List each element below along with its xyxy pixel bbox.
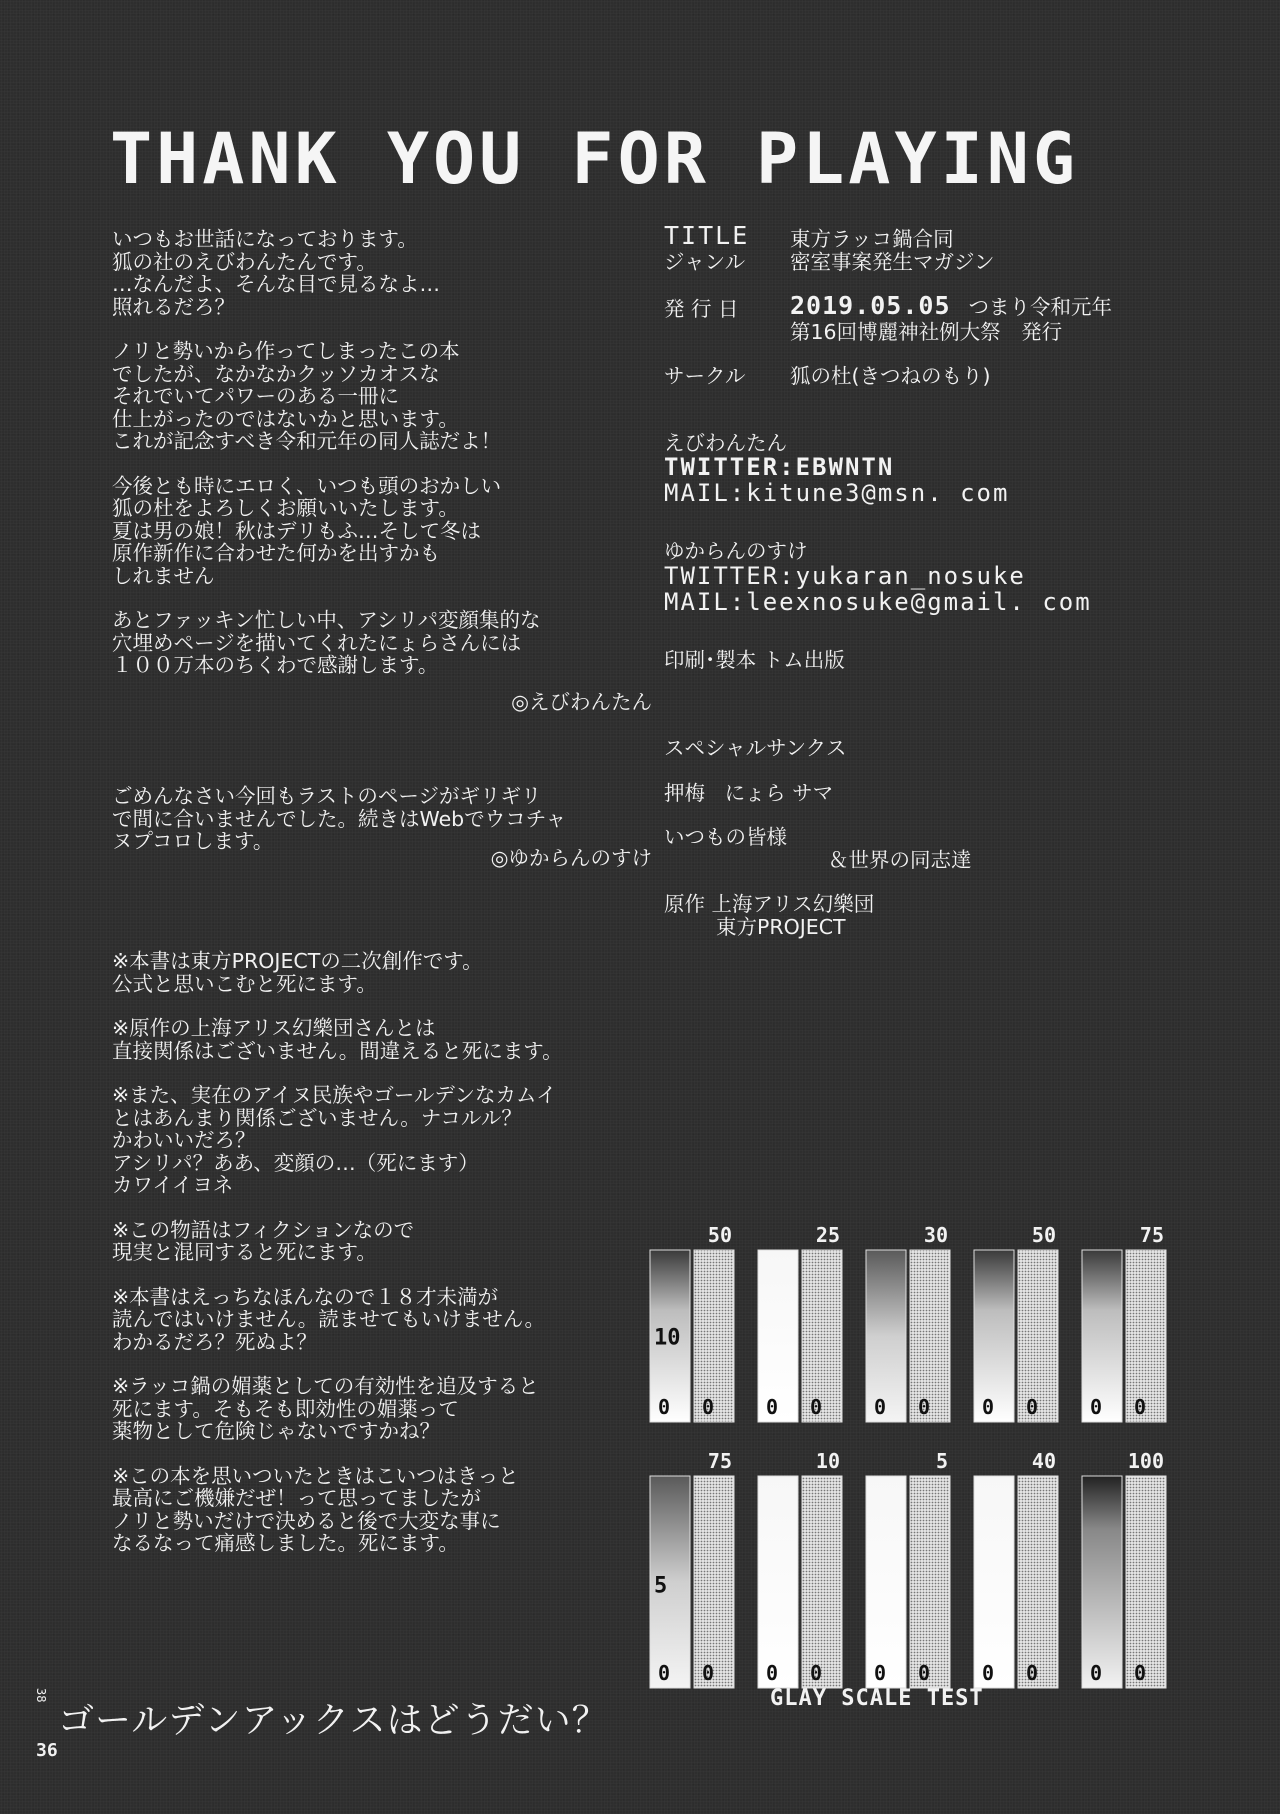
print-label: 印刷･製本: [664, 647, 757, 672]
swatch-zero-label: 0: [874, 1395, 887, 1419]
swatch-zero-label: 0: [766, 1395, 779, 1419]
afterword-paragraph-2: ごめんなさい今回もラストのページがギリギリ で間に合いませんでした。続きはWebでウコチャ ヌプコロします。: [112, 784, 567, 853]
afterword-paragraph: いつもお世話になっております。 狐の社のえびわんたんです。 …なんだよ、そんな目で見るなよ… 照れるだろ？: [112, 227, 440, 319]
print-row: [664, 649, 1224, 672]
swatch-zero-label: 0: [810, 1395, 823, 1419]
date-note: つまり令和元年: [968, 295, 1113, 319]
swatch-zero-label: 0: [1026, 1395, 1039, 1419]
author2-mail: MAIL:leexnosuke@gmail. com: [664, 587, 1092, 616]
colophon-event-row: [664, 321, 1224, 344]
swatch-top-label: 30: [923, 1223, 948, 1247]
swatch-right: [910, 1476, 950, 1688]
afterword-paragraph: 今後とも時にエロく、いつも頭のおかしい 狐の杜をよろしくお願いいたします。 夏は男の娘！秋はデリもふ…そして冬は 原作新作に合わせた何かを出すかも しれません: [112, 473, 502, 588]
thanks1-name: にょら サマ: [724, 780, 834, 805]
swatch-zero-label: 0: [918, 1395, 931, 1419]
swatch-zero-label: 0: [982, 1661, 995, 1685]
signature-yukaran: ◎ゆからんのすけ: [490, 845, 652, 870]
author2-contact: [664, 540, 1224, 615]
bottom-caption: ゴールデンアックスはどうだい？: [58, 1700, 609, 1741]
swatch-side-label: 10: [654, 1325, 681, 1351]
title-label: TITLE: [664, 221, 750, 250]
page-number: 36: [36, 1740, 58, 1761]
swatch-left: [974, 1476, 1014, 1688]
swatch-zero-label: 0: [658, 1395, 671, 1419]
swatch-right: [1018, 1476, 1058, 1688]
swatch-zero-label: 0: [810, 1661, 823, 1685]
colophon-date-row: [664, 291, 1224, 321]
swatch-left: [758, 1476, 798, 1688]
page-number-small: 38: [34, 1688, 48, 1703]
note-item: ※また、実在のアイヌ民族やゴールデンなカムイ とはあんまり関係ございません。ナコルル？ かわいいだろ？ アシリパ？ああ、変顔の…（死にます） カワイイヨネ: [112, 1083, 557, 1197]
title-value: 東方ラッコ鍋合同: [790, 227, 954, 251]
swatch-zero-label: 0: [874, 1661, 887, 1685]
author1-contact: [664, 432, 1224, 507]
date-value: 2019.05.05: [790, 291, 951, 320]
circle-value: 狐の杜(きつねのもり): [790, 364, 991, 388]
thanks-label: スペシャルサンクス: [664, 736, 847, 760]
colophon-genre-row: [664, 251, 1224, 274]
swatch-zero-label: 0: [1090, 1395, 1103, 1419]
swatch-zero-label: 0: [1134, 1395, 1147, 1419]
genre-value: 密室事案発生マガジン: [790, 249, 995, 274]
author1-mail: MAIL:kitune3@msn. com: [664, 479, 1010, 507]
colophon: [664, 221, 1224, 939]
original2: 東方PROJECT: [716, 914, 846, 939]
page-title: THANK YOU FOR PLAYING: [110, 118, 1080, 200]
swatch-zero-label: 0: [982, 1395, 995, 1419]
swatch-left: [866, 1476, 906, 1688]
original-label: 原作: [664, 892, 705, 916]
thanks-item: [664, 782, 1224, 805]
swatch-zero-label: 0: [918, 1661, 931, 1685]
swatch-top-label: 40: [1031, 1449, 1056, 1473]
note-item: ※原作の上海アリス幻樂団さんとは 直接関係はございません。間違えると死にます。: [112, 1016, 563, 1063]
author1-name: えびわんたん: [664, 430, 787, 455]
note-item: ※この物語はフィクションなので 現実と混同すると死にます。: [112, 1217, 415, 1264]
swatch-right: [802, 1476, 842, 1688]
swatch-zero-label: 0: [1090, 1661, 1103, 1685]
swatch-side-label: 5: [654, 1573, 668, 1599]
event-value: 第16回博麗神社例大祭 発行: [790, 319, 1063, 344]
swatch-top-label: 75: [707, 1449, 732, 1473]
swatch-zero-label: 0: [658, 1661, 671, 1685]
swatch-top-label: 75: [1139, 1223, 1164, 1247]
swatch-top-label: 10: [815, 1449, 840, 1473]
note-item: ※本書は東方PROJECTの二次創作です。 公式と思いこむと死にます。: [112, 949, 483, 996]
grayscale-bars: [650, 1223, 1166, 1688]
swatch-top-label: 50: [707, 1223, 732, 1247]
swatch-top-label: 50: [1031, 1223, 1056, 1247]
date-label: 発 行 日: [664, 297, 739, 321]
swatch-zero-label: 0: [702, 1395, 715, 1419]
swatch-top-label: 100: [1127, 1449, 1164, 1473]
thanks3: ＆世界の同志達: [828, 847, 972, 872]
author2-name: ゆからんのすけ: [664, 539, 808, 563]
swatch-right: [694, 1476, 734, 1688]
swatch-zero-label: 0: [766, 1661, 779, 1685]
afterword: [112, 228, 652, 869]
print-value: トム出版: [762, 647, 845, 672]
colophon-circle-row: [664, 365, 1224, 388]
afterword-paragraph: ノリと勢いから作ってしまったこの本 でしたが、なかなかクッソカオスな それでいてパワーのある一冊に 仕上がったのではないかと思います。 これが記念すべき令和元年の同人誌だよ！: [112, 339, 502, 453]
author1-twitter: TWITTER:EBWNTN: [664, 453, 895, 481]
swatch-zero-label: 0: [1134, 1661, 1147, 1685]
grayscale-test-label: GLAY SCALE TEST: [770, 1686, 984, 1711]
thanks1-prefix: 押梅: [664, 780, 705, 805]
note-item: ※本書はえっちなほんなので１８才未満が 読んではいけません。読ませてもいけません。 わかるだろ？死ぬよ？: [112, 1284, 545, 1354]
afterword-paragraph: あとファッキン忙しい中、アシリパ変顔集的な 穴埋めページを描いてくれたにょらさんには １００万本のちくわで感謝します。: [112, 608, 541, 677]
colophon-title-row: [664, 221, 1224, 251]
swatch-right: [1126, 1476, 1166, 1688]
swatch-left: [1082, 1476, 1122, 1688]
note-item: ※この本を思いついたときはこいつはきっと 最高にご機嫌だぜ！って思ってましたが ノリと勢いだけで決めると後で大変な事に なるなって痛感しました。死にます。: [112, 1463, 519, 1555]
notes-section: [112, 950, 652, 1577]
swatch-top-label: 25: [815, 1223, 840, 1247]
circle-label: サークル: [664, 364, 746, 388]
swatch-zero-label: 0: [702, 1661, 715, 1685]
grayscale-test-chart: [640, 1210, 1180, 1690]
swatch-zero-label: 0: [1026, 1661, 1039, 1685]
original-row: [664, 893, 1224, 916]
thanks2: いつもの皆様: [664, 825, 787, 849]
genre-label: ジャンル: [664, 249, 746, 274]
signature-ebiwantan: ◎えびわんたん: [511, 689, 652, 714]
author2-twitter: TWITTER:yukaran_nosuke: [664, 561, 1026, 590]
note-item: ※ラッコ鍋の媚薬としての有効性を追及すると 死にます。そもそも即効性の媚薬って 薬物として危険じゃないですかね？: [112, 1374, 539, 1443]
swatch-top-label: 5: [935, 1449, 948, 1473]
original1: 上海アリス幻樂団: [711, 892, 875, 916]
